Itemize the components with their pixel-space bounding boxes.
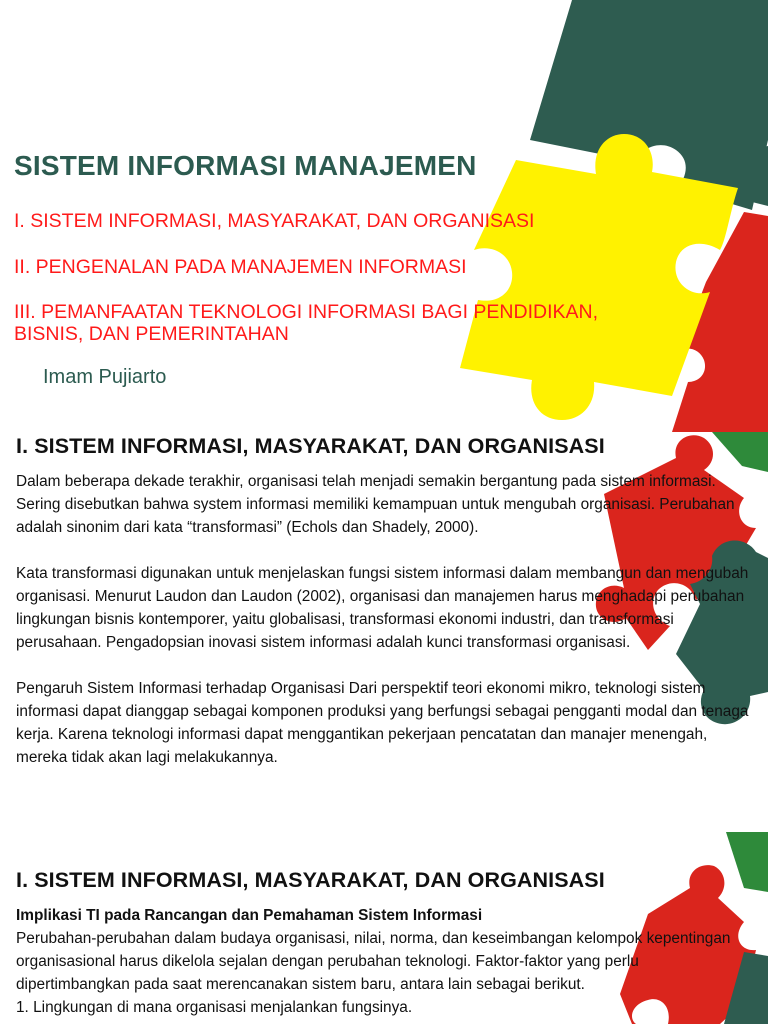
content-slide-2 xyxy=(0,832,768,1024)
paragraph: Perubahan-perubahan dalam budaya organisasi, nilai, norma, dan keseimbangan kelompok kepentingan organisasional harus dikelola sejalan dengan perubahan teknologi. Faktor-faktor yang perlu dipertimbangkan pada saat merencanakan sistem baru, antara lain sebagai berikut. xyxy=(16,930,731,993)
agenda-item-2: II. PENGENALAN PADA MANAJEMEN INFORMASI xyxy=(14,256,467,278)
puzzle-piece-bright-green xyxy=(712,432,768,472)
paragraph: Pengaruh Sistem Informasi terhadap Organisasi Dari perspektif teori ekonomi mikro, teknologi sistem informasi dapat dianggap sebagai komponen produksi yang berfungsi sebagai pengganti modal dan tenaga kerja. Karena teknologi informasi dapat menggantikan pekerjaan pencatatan dan manajer menengah, mereka tidak akan lagi melakukannya. xyxy=(16,680,749,766)
slide-title: SISTEM INFORMASI MANAJEMEN xyxy=(14,150,477,181)
body-text xyxy=(16,470,756,769)
paragraph: Dalam beberapa dekade terakhir, organisasi telah menjadi semakin bergantung pada sistem informasi. Sering disebutkan bahwa system informasi memiliki kemampuan untuk mengubah organisasi. Perubahan adalah sinonim dari kata “transformasi” (Echols dan Shadely, 2000). xyxy=(16,473,735,536)
list-item: 1. Lingkungan di mana organisasi menjalankan fungsinya. xyxy=(16,999,413,1016)
agenda-item-3: III. PEMANFAATAN TEKNOLOGI INFORMASI BAGI PENDIDIKAN, BISNIS, DAN PEMERINTAHAN xyxy=(14,301,599,345)
agenda-item-1: I. SISTEM INFORMASI, MASYARAKAT, DAN ORGANISASI xyxy=(14,210,535,232)
subheading: Implikasi TI pada Rancangan dan Pemahaman Sistem Informasi xyxy=(16,907,483,924)
body-text xyxy=(16,904,756,1019)
author-name: Imam Pujiarto xyxy=(43,366,167,388)
content-slide-1 xyxy=(0,432,768,832)
title-slide xyxy=(0,0,768,432)
section-heading: I. SISTEM INFORMASI, MASYARAKAT, DAN ORGANISASI xyxy=(16,434,605,458)
section-heading: I. SISTEM INFORMASI, MASYARAKAT, DAN ORGANISASI xyxy=(16,868,605,892)
paragraph: Kata transformasi digunakan untuk menjelaskan fungsi sistem informasi dalam membangun dan mengubah organisasi. Menurut Laudon dan Laudon (2002), organisasi dan manajemen harus menghadapi perubahan lingkungan bisnis kontemporer, yaitu globalisasi, transformasi ekonomi industri, dan transformasi perusahaan. Pengadopsian inovasi sistem informasi adalah kunci transformasi organisasi. xyxy=(16,565,749,651)
puzzle-piece-bright-green xyxy=(726,832,768,892)
